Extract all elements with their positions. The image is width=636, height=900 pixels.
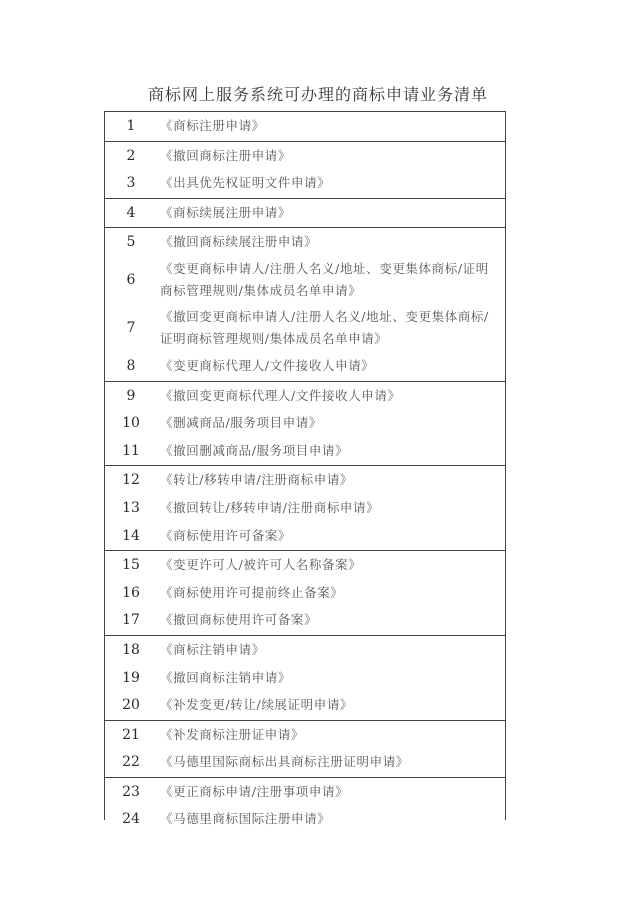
row-text: 《更正商标申请/注册事项申请》	[160, 783, 349, 799]
row-text: 《撤回变更商标代理人/文件接收人申请》	[160, 387, 401, 403]
table-row	[105, 692, 505, 720]
row-text: 《撤回商标注销申请》	[160, 669, 292, 685]
table-row	[105, 637, 505, 665]
row-text: 《撤回商标续展注册申请》	[160, 234, 318, 250]
row-number: 5	[126, 234, 136, 251]
row-text: 《变更许可人/被许可人名称备案》	[160, 557, 362, 573]
row-text: 《补发商标注册证申请》	[160, 726, 305, 742]
table-group	[105, 465, 505, 550]
table-row	[105, 143, 505, 171]
row-number: 20	[122, 697, 140, 714]
table-row	[105, 200, 505, 228]
row-number: 9	[126, 387, 136, 404]
row-text: 《变更商标申请人/注册人名义/地址、变更集体商标/证明商标管理规则/集体成员名单申请》	[160, 260, 489, 298]
row-text: 《补发变更/转让/续展证明申请》	[160, 697, 354, 713]
table-row	[105, 552, 505, 580]
row-number: 13	[122, 499, 140, 516]
table-group	[105, 111, 505, 141]
table-row	[105, 305, 505, 353]
row-number: 6	[126, 271, 136, 288]
row-text: 《转让/移转申请/注册商标申请》	[160, 472, 354, 488]
table-row	[105, 779, 505, 807]
row-number: 14	[122, 527, 140, 544]
table-group	[105, 227, 505, 380]
table-group	[105, 550, 505, 635]
row-text: 《商标续展注册申请》	[160, 204, 292, 220]
table-row	[105, 665, 505, 693]
table-row	[105, 467, 505, 495]
row-text: 《出具优先权证明文件申请》	[160, 175, 331, 191]
row-number: 7	[126, 319, 136, 336]
row-number: 3	[126, 175, 136, 192]
table-row	[105, 607, 505, 635]
row-number: 22	[122, 754, 140, 771]
row-number: 18	[122, 641, 140, 658]
table-row	[105, 229, 505, 257]
row-text: 《变更商标代理人/文件接收人申请》	[160, 357, 375, 373]
row-text: 《删减商品/服务项目申请》	[160, 415, 323, 431]
row-text: 《撤回商标使用许可备案》	[160, 612, 318, 628]
table-group	[105, 198, 505, 228]
row-number: 11	[122, 442, 140, 459]
row-number: 4	[126, 204, 136, 221]
row-number: 17	[122, 612, 140, 629]
row-text: 《马德里商标国际注册申请》	[160, 811, 331, 827]
table-group	[105, 635, 505, 720]
table-group	[105, 381, 505, 466]
row-text: 《撤回变更商标申请人/注册人名义/地址、变更集体商标/证明商标管理规则/集体成员名单申请》	[160, 308, 489, 346]
table-row	[105, 410, 505, 438]
row-text: 《商标使用许可提前终止备案》	[160, 584, 344, 600]
row-number: 19	[122, 669, 140, 686]
row-number: 24	[122, 811, 140, 828]
table-row	[105, 383, 505, 411]
table-row	[105, 580, 505, 608]
row-text: 《撤回删减商品/服务项目申请》	[160, 442, 349, 458]
table-row	[105, 170, 505, 198]
row-number: 8	[126, 357, 136, 374]
row-text: 《商标注册申请》	[160, 118, 265, 133]
row-number: 2	[126, 147, 136, 164]
row-text: 《撤回转让/移转申请/注册商标申请》	[160, 499, 380, 515]
table-row	[105, 438, 505, 466]
row-text: 《商标注销申请》	[160, 641, 265, 657]
row-number: 10	[122, 415, 140, 432]
table-row	[105, 806, 505, 834]
table-group	[105, 777, 505, 834]
table-row	[105, 257, 505, 305]
table-group	[105, 141, 505, 198]
row-text: 《马德里国际商标出具商标注册证明申请》	[160, 754, 409, 770]
row-number: 16	[122, 584, 140, 601]
page-title: 商标网上服务系统可办理的商标申请业务清单	[147, 85, 488, 104]
row-number: 15	[122, 557, 140, 574]
row-text: 《商标使用许可备案》	[160, 527, 292, 543]
table-group	[105, 720, 505, 777]
table-row	[105, 523, 505, 551]
table-row	[105, 722, 505, 750]
row-text: 《撤回商标注册申请》	[160, 147, 292, 163]
service-list-table	[104, 111, 506, 828]
table-row	[105, 113, 505, 141]
row-number: 23	[122, 783, 140, 800]
table-row	[105, 353, 505, 381]
table-row	[105, 749, 505, 777]
row-number: 21	[122, 726, 140, 743]
row-number: 12	[122, 472, 140, 489]
row-number: 1	[126, 118, 136, 134]
table-row	[105, 495, 505, 523]
